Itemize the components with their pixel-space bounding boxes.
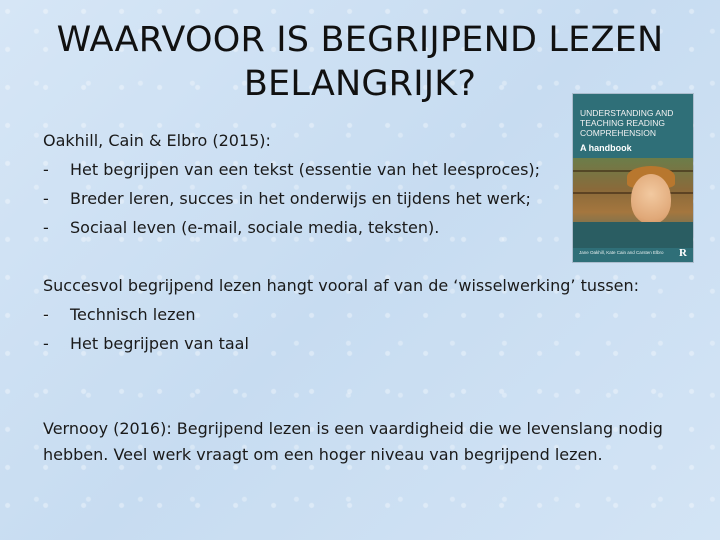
child-face [631, 174, 671, 224]
title-line-2: BELANGRIJK? [243, 64, 477, 104]
bullet-marker: - [43, 305, 49, 324]
book-cover-image [573, 94, 693, 262]
bullet-item [43, 184, 563, 213]
oakhill-heading: Oakhill, Cain & Elbro (2015): [43, 131, 271, 150]
bullet-text: Sociaal leven (e-mail, sociale media, teksten). [70, 218, 440, 237]
bullet-text: Het begrijpen van een tekst (essentie van het leesproces); [70, 160, 541, 179]
bullet-item [43, 155, 563, 184]
bullet-text: Technisch lezen [70, 305, 196, 324]
bullet-marker: - [43, 218, 49, 237]
vernooy-paragraph: Vernooy (2016): Begrijpend lezen is een vaardigheid die we levenslang nodig hebben. Veel werk vraagt om een hoger niveau van begrijpend lezen. [43, 419, 663, 464]
bullet-text: Breder leren, succes in het onderwijs en tijdens het werk; [70, 189, 531, 208]
held-book [573, 222, 693, 248]
bullet-marker: - [43, 189, 49, 208]
oakhill-section [43, 126, 563, 242]
bullet-marker: - [43, 160, 49, 179]
bullet-marker: - [43, 334, 49, 353]
interaction-heading: Succesvol begrijpend lezen hangt vooral af van de ‘wisselwerking’ tussen: [43, 276, 640, 295]
book-title: UNDERSTANDING AND TEACHING READING COMPREHENSION [580, 108, 674, 138]
book-authors: Jane Oakhill, Kate Cain and Carsten Elbro [579, 250, 664, 255]
interaction-section [43, 271, 683, 358]
bullet-text: Het begrijpen van taal [70, 334, 249, 353]
bullet-item [43, 329, 683, 358]
bullet-item [43, 213, 563, 242]
book-subtitle: A handbook [580, 143, 632, 153]
slide-title [0, 18, 720, 106]
title-line-1: WAARVOOR IS BEGRIJPEND LEZEN [56, 20, 664, 60]
bullet-item [43, 300, 683, 329]
publisher-logo-icon: R [679, 247, 687, 259]
